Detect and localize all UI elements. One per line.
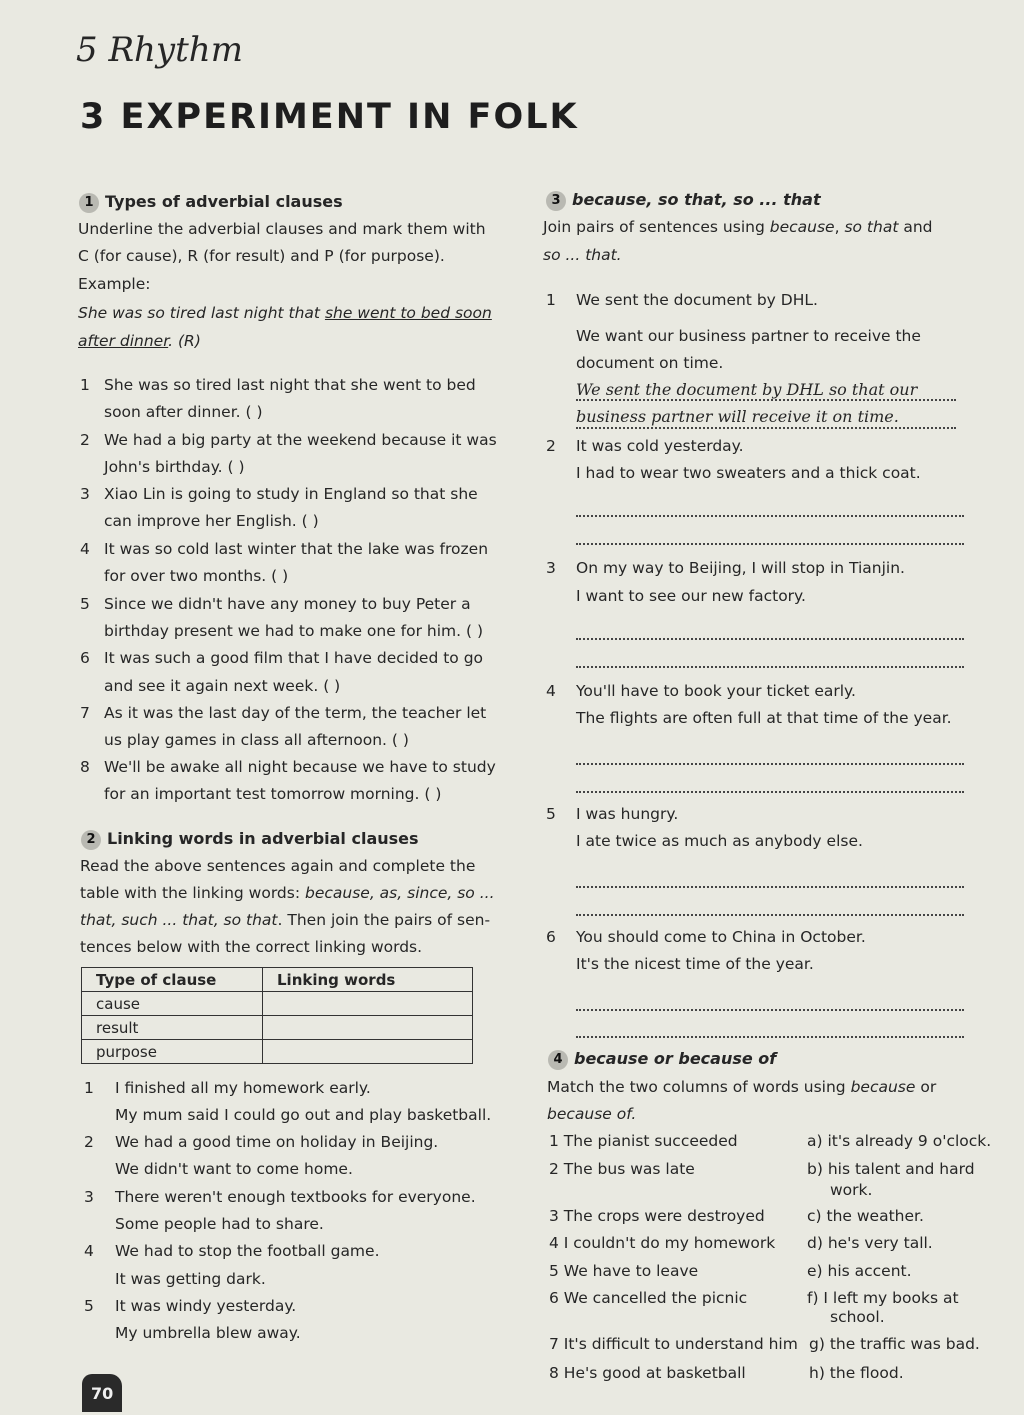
item-line-2: us play games in class all afternoon. ( ) xyxy=(104,731,409,749)
ex1-title: Types of adverbial clauses xyxy=(105,192,343,211)
item-number: 5 xyxy=(80,595,90,613)
ex2-heading xyxy=(81,829,419,850)
item-number: 6 xyxy=(546,928,556,946)
ex1-example-line-1 xyxy=(78,303,492,323)
ex2-instruction-2 xyxy=(80,883,495,903)
match-right-item: work. xyxy=(830,1181,873,1199)
match-right-item: h) the flood. xyxy=(809,1364,904,1382)
item-line-2: I want to see our new factory. xyxy=(576,587,806,605)
ex3-heading xyxy=(546,190,821,211)
ex1-heading xyxy=(79,192,343,213)
match-right-item: g) the traffic was bad. xyxy=(809,1335,980,1353)
ex4-badge: 4 xyxy=(548,1050,568,1070)
answer-line[interactable] xyxy=(576,886,964,888)
item-line-2: soon after dinner. ( ) xyxy=(104,403,263,421)
ex2-linking-words: because, as, since, so ... xyxy=(305,884,495,902)
answer-line-1: We sent the document by DHL so that our xyxy=(576,380,918,399)
answer-dots xyxy=(576,427,956,429)
answer-line[interactable] xyxy=(576,638,964,640)
match-left-item: 2 The bus was late xyxy=(549,1160,695,1178)
match-left-item: 8 He's good at basketball xyxy=(549,1364,746,1382)
match-left-item: 1 The pianist succeeded xyxy=(549,1132,738,1150)
ex4-instruction-2: because of. xyxy=(547,1105,637,1123)
ex3-keyword: because xyxy=(769,218,835,236)
item-line-2: We want our business partner to receive the xyxy=(576,327,921,345)
page-number: 70 xyxy=(91,1384,114,1403)
item-line-3: document on time. xyxy=(576,354,724,372)
item-number: 5 xyxy=(546,805,556,823)
answer-cell[interactable] xyxy=(263,992,473,1016)
item-line-2: It was getting dark. xyxy=(115,1270,266,1288)
item-line-1: On my way to Beijing, I will stop in Tianjin. xyxy=(576,559,905,577)
item-number: 7 xyxy=(80,704,90,722)
item-line-1: There weren't enough textbooks for everyone. xyxy=(115,1188,476,1206)
answer-cell[interactable] xyxy=(263,1016,473,1040)
item-number: 4 xyxy=(84,1242,94,1260)
item-line-1: It was cold yesterday. xyxy=(576,437,744,455)
item-line-1: You should come to China in October. xyxy=(576,928,866,946)
item-line-1: Xiao Lin is going to study in England so that she xyxy=(104,485,478,503)
match-left-item: 7 It's difficult to understand him xyxy=(549,1335,798,1353)
ex1-example-underlined-2: after dinner xyxy=(78,332,169,350)
table-cell: cause xyxy=(82,992,263,1016)
match-right-item: c) the weather. xyxy=(807,1207,924,1225)
table-header: Type of clause xyxy=(82,968,263,992)
ex4-title: because or because of xyxy=(574,1049,777,1068)
ex2-title: Linking words in adverbial clauses xyxy=(107,829,419,848)
match-right-item: a) it's already 9 o'clock. xyxy=(807,1132,992,1150)
ex4-instruction-1 xyxy=(547,1077,936,1097)
table-row xyxy=(82,1016,473,1040)
ex1-example-answer: . (R) xyxy=(168,332,201,350)
item-line-2: John's birthday. ( ) xyxy=(104,458,245,476)
item-line-1: Since we didn't have any money to buy Peter a xyxy=(104,595,471,613)
item-line-1: We had to stop the football game. xyxy=(115,1242,380,1260)
ex3-instruction-text-2: and xyxy=(898,218,933,236)
item-line-2: can improve her English. ( ) xyxy=(104,512,319,530)
ex2-instruction-4: tences below with the correct linking words. xyxy=(80,938,423,956)
ex3-keyword: so that xyxy=(844,218,899,236)
answer-line[interactable] xyxy=(576,791,964,793)
item-line-1: We sent the document by DHL. xyxy=(576,291,818,309)
ex2-badge: 2 xyxy=(81,830,101,850)
ex1-example-label: Example: xyxy=(78,275,151,293)
ex1-example-underlined: she went to bed soon xyxy=(324,304,492,322)
answer-line[interactable] xyxy=(576,1036,964,1038)
item-number: 1 xyxy=(80,376,90,394)
item-line-2: Some people had to share. xyxy=(115,1215,324,1233)
item-line-2: for an important test tomorrow morning. ( ) xyxy=(104,785,442,803)
item-line-2: It's the nicest time of the year. xyxy=(576,955,814,973)
match-right-item: b) his talent and hard xyxy=(807,1160,975,1178)
match-right-item: school. xyxy=(830,1308,885,1326)
table-header: Linking words xyxy=(263,968,473,992)
item-number: 2 xyxy=(84,1133,94,1151)
page-title: 3 EXPERIMENT IN FOLK xyxy=(80,97,579,137)
answer-line[interactable] xyxy=(576,763,964,765)
item-number: 3 xyxy=(546,559,556,577)
item-number: 1 xyxy=(84,1079,94,1097)
match-right-item: f) I left my books at xyxy=(807,1289,959,1307)
item-line-2: My mum said I could go out and play basketball. xyxy=(115,1106,492,1124)
item-number: 8 xyxy=(80,758,90,776)
match-left-item: 4 I couldn't do my homework xyxy=(549,1234,776,1252)
match-left-item: 5 We have to leave xyxy=(549,1262,699,1280)
item-number: 4 xyxy=(546,682,556,700)
item-line-1: I was hungry. xyxy=(576,805,679,823)
match-right-item: e) his accent. xyxy=(807,1262,912,1280)
item-number: 3 xyxy=(84,1188,94,1206)
match-right-item: d) he's very tall. xyxy=(807,1234,933,1252)
item-line-2: The flights are often full at that time of the year. xyxy=(576,709,952,727)
ex3-separator: , xyxy=(834,218,845,236)
table-cell: result xyxy=(82,1016,263,1040)
item-line-1: We had a big party at the weekend because it was xyxy=(104,431,497,449)
table-row xyxy=(82,992,473,1016)
match-left-item: 3 The crops were destroyed xyxy=(549,1207,765,1225)
item-number: 5 xyxy=(84,1297,94,1315)
ex2-instruction-3 xyxy=(80,910,490,930)
answer-line[interactable] xyxy=(576,666,964,668)
table-cell: purpose xyxy=(82,1040,263,1064)
answer-line[interactable] xyxy=(576,1009,964,1011)
item-number: 2 xyxy=(80,431,90,449)
item-line-2: and see it again next week. ( ) xyxy=(104,677,341,695)
table-header-row xyxy=(82,968,473,992)
item-number: 3 xyxy=(80,485,90,503)
item-line-2: I had to wear two sweaters and a thick coat. xyxy=(576,464,921,482)
ex4-heading xyxy=(548,1049,776,1070)
item-number: 1 xyxy=(546,291,556,309)
ex3-badge: 3 xyxy=(546,191,566,211)
item-line-2: My umbrella blew away. xyxy=(115,1324,301,1342)
item-line-1: I finished all my homework early. xyxy=(115,1079,371,1097)
item-line-2: for over two months. ( ) xyxy=(104,567,289,585)
item-line-1: We had a good time on holiday in Beijing. xyxy=(115,1133,439,1151)
item-number: 4 xyxy=(80,540,90,558)
item-line-1: It was so cold last winter that the lake was frozen xyxy=(104,540,489,558)
match-left-item: 6 We cancelled the picnic xyxy=(549,1289,748,1307)
ex4-instruction-text-2: or xyxy=(915,1078,937,1096)
ex2-instruction-text-2: . Then join the pairs of sen- xyxy=(277,911,491,929)
item-line-2: We didn't want to come home. xyxy=(115,1160,353,1178)
answer-line[interactable] xyxy=(576,543,964,545)
table-row xyxy=(82,1040,473,1064)
ex1-example-line-2 xyxy=(78,331,201,351)
item-line-2: birthday present we had to make one for him. ( ) xyxy=(104,622,484,640)
ex4-instruction-text: Match the two columns of words using xyxy=(547,1078,851,1096)
ex1-instruction-2: C (for cause), R (for result) and P (for purpose). xyxy=(78,247,445,265)
ex2-instruction-1: Read the above sentences again and complete the xyxy=(80,857,476,875)
item-number: 2 xyxy=(546,437,556,455)
answer-line-2: business partner will receive it on time. xyxy=(576,407,899,426)
ex3-title: because, so that, so ... that xyxy=(572,190,821,209)
ex1-instruction-1: Underline the adverbial clauses and mark them with xyxy=(78,220,486,238)
item-line-1: We'll be awake all night because we have to study xyxy=(104,758,496,776)
item-line-2: I ate twice as much as anybody else. xyxy=(576,832,863,850)
ex3-instruction-text: Join pairs of sentences using xyxy=(543,218,770,236)
linking-words-table xyxy=(81,967,473,1064)
ex2-instruction-text: table with the linking words: xyxy=(80,884,305,902)
item-line-1: As it was the last day of the term, the teacher let xyxy=(104,704,487,722)
ex4-keyword: because xyxy=(850,1078,916,1096)
ex3-instruction-1 xyxy=(543,217,933,237)
item-line-1: She was so tired last night that she went to bed xyxy=(104,376,476,394)
answer-line[interactable] xyxy=(576,515,964,517)
ex1-badge: 1 xyxy=(79,193,99,213)
ex2-linking-words-2: that, such ... that, so that xyxy=(80,911,278,929)
item-number: 6 xyxy=(80,649,90,667)
ex1-example-text: She was so tired last night that xyxy=(78,304,325,322)
item-line-1: It was such a good film that I have decided to go xyxy=(104,649,484,667)
chapter-heading: 5 Rhythm xyxy=(76,30,243,70)
answer-cell[interactable] xyxy=(263,1040,473,1064)
item-line-1: It was windy yesterday. xyxy=(115,1297,297,1315)
ex3-instruction-2: so ... that. xyxy=(543,246,622,264)
answer-line[interactable] xyxy=(576,914,964,916)
answer-dots xyxy=(576,399,956,401)
item-line-1: You'll have to book your ticket early. xyxy=(576,682,856,700)
